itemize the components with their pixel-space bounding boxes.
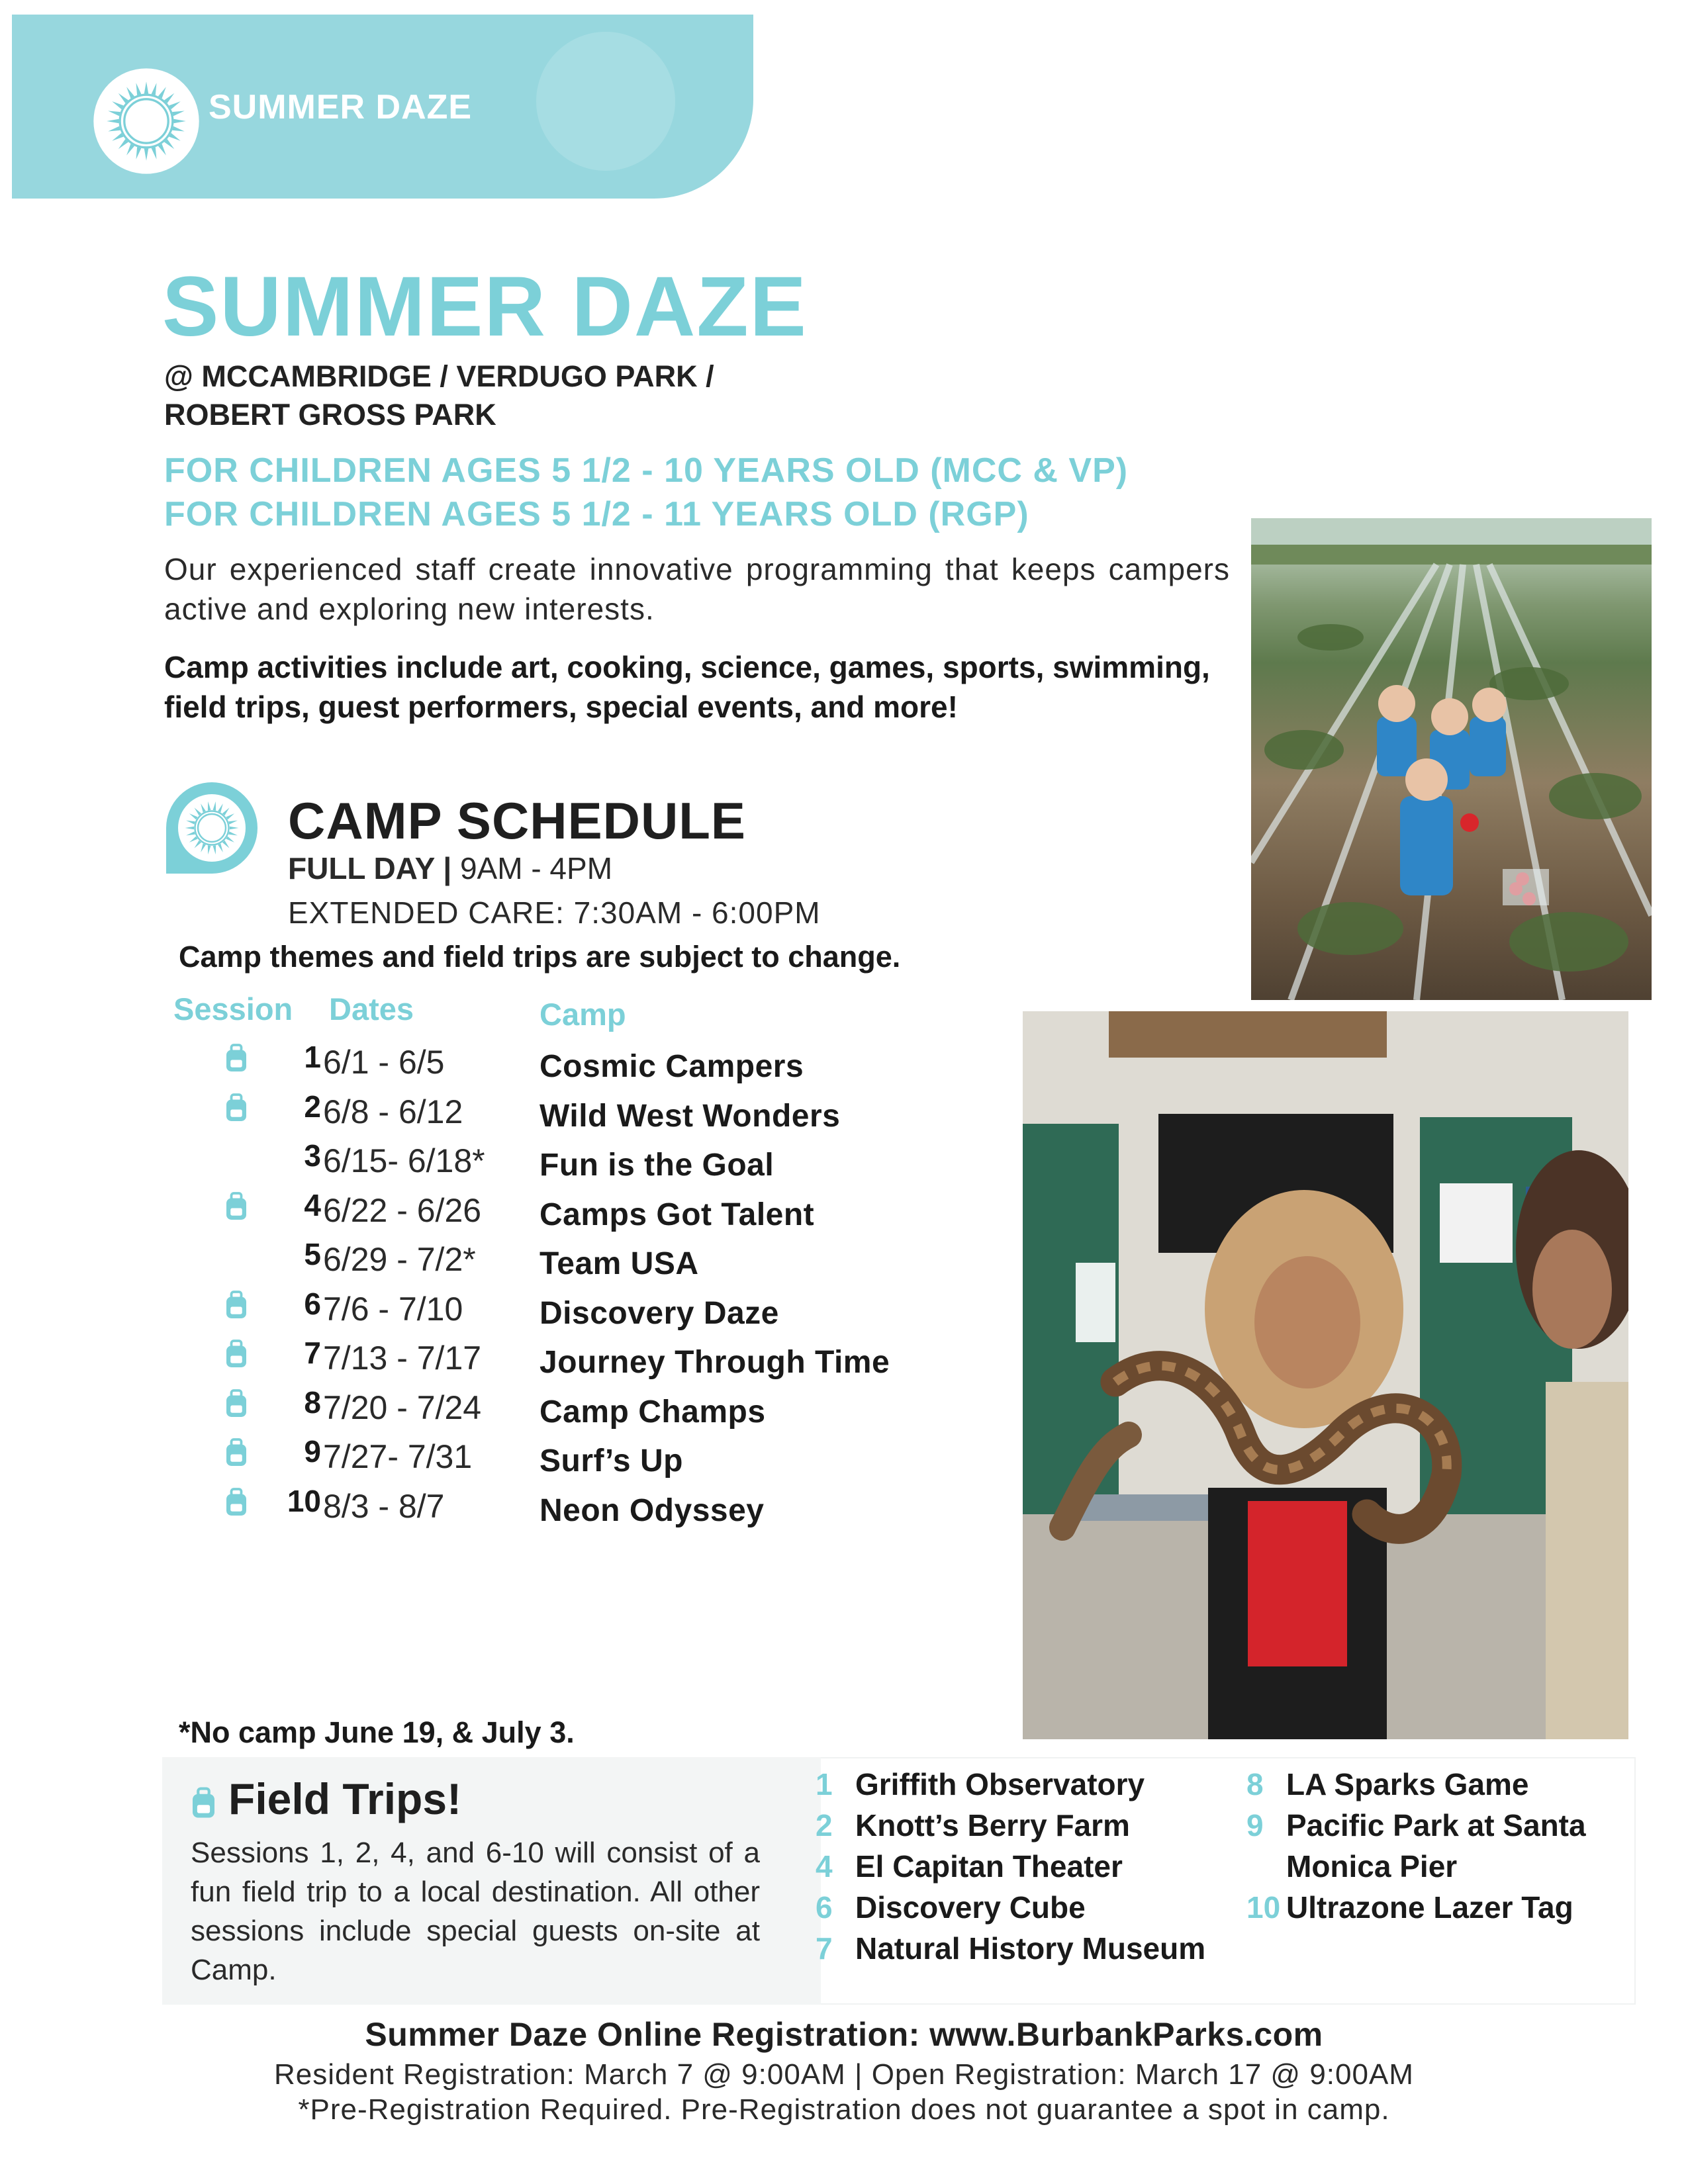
registration-dates: Resident Registration: March 7 @ 9:00AM | Open Registration: March 17 @ 9:00AM bbox=[274, 2058, 1414, 2091]
field-trips-description: Sessions 1, 2, 4, and 6-10 will consist of a fun field trip to a local destination. All other sessions include special guests on-site at Camp. bbox=[191, 1837, 760, 1986]
nature-center-snake-photo bbox=[1023, 1011, 1628, 1739]
online-registration: Summer Daze Online Registration: www.BurbankParks.com bbox=[365, 2016, 1323, 2053]
session-number: 9 bbox=[304, 1434, 321, 1469]
list-item bbox=[816, 1764, 1205, 1805]
table-row bbox=[218, 1089, 980, 1138]
age-range-line: FOR CHILDREN AGES 5 1/2 - 11 YEARS OLD (RGP) bbox=[164, 495, 1029, 533]
trip-destination: Pacific Park at Santa bbox=[1286, 1808, 1586, 1843]
backpack-icon bbox=[220, 1042, 253, 1075]
session-number: 4 bbox=[304, 1187, 321, 1222]
list-item bbox=[816, 1928, 1205, 1969]
session-camp: Wild West Wonders bbox=[539, 1098, 841, 1134]
locations bbox=[164, 357, 959, 434]
trip-destination: Ultrazone Lazer Tag bbox=[1286, 1890, 1573, 1925]
field-trips-list-2 bbox=[1246, 1764, 1586, 1928]
full-day-hours bbox=[288, 850, 612, 886]
session-number: 1 bbox=[304, 1040, 321, 1074]
trip-destination-continued: Monica Pier bbox=[1286, 1849, 1458, 1884]
trip-session-number: 9 bbox=[1246, 1808, 1264, 1843]
location-line: @ MCCAMBRIDGE / VERDUGO PARK / bbox=[164, 359, 714, 393]
backpack-icon bbox=[220, 1091, 253, 1124]
trip-destination: El Capitan Theater bbox=[855, 1849, 1123, 1884]
session-dates: 6/29 - 7/2* bbox=[323, 1241, 476, 1278]
table-row bbox=[218, 1039, 980, 1089]
list-item bbox=[1246, 1805, 1586, 1846]
trip-session-number: 8 bbox=[1246, 1767, 1264, 1801]
trip-session-number: 2 bbox=[816, 1808, 833, 1843]
trip-destination: Natural History Museum bbox=[855, 1931, 1206, 1966]
trip-destination: Knott’s Berry Farm bbox=[855, 1808, 1130, 1843]
full-day-label: FULL DAY | bbox=[288, 851, 460, 886]
no-camp-note: *No camp June 19, & July 3. bbox=[179, 1715, 575, 1749]
list-item bbox=[1246, 1764, 1586, 1805]
table-row bbox=[218, 1335, 980, 1385]
list-item bbox=[816, 1846, 1205, 1887]
trip-destination: LA Sparks Game bbox=[1286, 1767, 1529, 1801]
session-camp: Camp Champs bbox=[539, 1394, 766, 1430]
sun-badge-icon bbox=[162, 778, 261, 878]
age-range-line: FOR CHILDREN AGES 5 1/2 - 10 YEARS OLD (MCC & VP) bbox=[164, 451, 1129, 490]
session-dates: 6/8 - 6/12 bbox=[323, 1093, 463, 1130]
backpack-icon bbox=[220, 1289, 253, 1322]
trip-session-number: 6 bbox=[816, 1890, 833, 1925]
intro-paragraph: Our experienced staff create innovative programming that keeps campers active and exploring new interests. bbox=[164, 552, 1230, 626]
table-row bbox=[218, 1236, 980, 1286]
session-camp: Journey Through Time bbox=[539, 1345, 890, 1380]
backpack-icon bbox=[220, 1387, 253, 1420]
backpack-icon bbox=[220, 1486, 253, 1519]
column-header-session: Session bbox=[173, 991, 293, 1026]
column-header-camp: Camp bbox=[539, 997, 626, 1032]
session-number: 7 bbox=[304, 1336, 321, 1370]
backpack-icon bbox=[220, 1190, 253, 1223]
backpack-icon bbox=[220, 1338, 253, 1371]
themes-note: Camp themes and field trips are subject to change. bbox=[179, 940, 901, 974]
age-ranges bbox=[164, 449, 1369, 536]
session-number: 8 bbox=[304, 1385, 321, 1420]
field-trips-title: Field Trips! bbox=[228, 1774, 462, 1823]
trip-destination: Discovery Cube bbox=[855, 1890, 1086, 1925]
session-number: 3 bbox=[304, 1138, 321, 1173]
session-camp: Cosmic Campers bbox=[539, 1049, 804, 1084]
session-camp: Discovery Daze bbox=[539, 1295, 779, 1331]
field-trips-list-1 bbox=[816, 1764, 1205, 1969]
table-row bbox=[218, 1187, 980, 1237]
backpack-icon bbox=[185, 1785, 222, 1821]
trip-session-number: 7 bbox=[816, 1931, 833, 1966]
extended-care-hours: EXTENDED CARE: 7:30AM - 6:00PM bbox=[288, 895, 821, 930]
sun-icon bbox=[91, 66, 201, 176]
session-dates: 6/1 - 6/5 bbox=[323, 1044, 445, 1081]
table-row bbox=[218, 1385, 980, 1434]
session-number: 5 bbox=[304, 1237, 321, 1271]
full-day-time: 9AM - 4PM bbox=[459, 851, 613, 886]
session-dates: 8/3 - 8/7 bbox=[323, 1487, 445, 1525]
session-camp: Camps Got Talent bbox=[539, 1197, 815, 1232]
list-item bbox=[816, 1887, 1205, 1928]
session-dates: 7/6 - 7/10 bbox=[323, 1290, 463, 1328]
backpack-icon bbox=[220, 1436, 253, 1469]
session-table bbox=[218, 1039, 980, 1532]
session-dates: 6/15- 6/18* bbox=[323, 1142, 485, 1179]
activities-paragraph: Camp activities include art, cooking, science, games, sports, swimming, field trips, guest performers, special events, and more! bbox=[164, 650, 1210, 724]
trip-session-number: 10 bbox=[1246, 1890, 1281, 1925]
session-camp: Neon Odyssey bbox=[539, 1492, 765, 1528]
session-number: 10 bbox=[287, 1483, 321, 1518]
banner-title: SUMMER DAZE bbox=[209, 88, 473, 126]
trip-session-number: 1 bbox=[816, 1767, 833, 1801]
session-camp: Surf’s Up bbox=[539, 1443, 683, 1479]
schedule-title: CAMP SCHEDULE bbox=[288, 792, 746, 850]
page-title: SUMMER DAZE bbox=[162, 259, 808, 354]
session-camp: Fun is the Goal bbox=[539, 1148, 774, 1183]
trip-session-number: 4 bbox=[816, 1849, 833, 1884]
table-row bbox=[218, 1483, 980, 1533]
pre-registration-note: *Pre-Registration Required. Pre-Registration does not guarantee a spot in camp. bbox=[298, 2093, 1390, 2126]
trip-destination: Griffith Observatory bbox=[855, 1767, 1145, 1801]
session-dates: 6/22 - 6/26 bbox=[323, 1191, 482, 1229]
table-row bbox=[218, 1286, 980, 1336]
list-item bbox=[816, 1805, 1205, 1846]
column-header-dates: Dates bbox=[329, 991, 414, 1026]
banner-decoration bbox=[536, 32, 675, 171]
session-number: 6 bbox=[304, 1286, 321, 1321]
session-dates: 7/27- 7/31 bbox=[323, 1438, 473, 1475]
list-item bbox=[1246, 1887, 1586, 1928]
session-camp: Team USA bbox=[539, 1246, 699, 1281]
session-number: 2 bbox=[304, 1089, 321, 1124]
strawberry-field-photo bbox=[1251, 518, 1652, 1000]
session-dates: 7/13 - 7/17 bbox=[323, 1340, 482, 1377]
table-row bbox=[218, 1138, 980, 1187]
location-line: ROBERT GROSS PARK bbox=[164, 398, 496, 432]
session-dates: 7/20 - 7/24 bbox=[323, 1388, 482, 1426]
table-row bbox=[218, 1433, 980, 1483]
